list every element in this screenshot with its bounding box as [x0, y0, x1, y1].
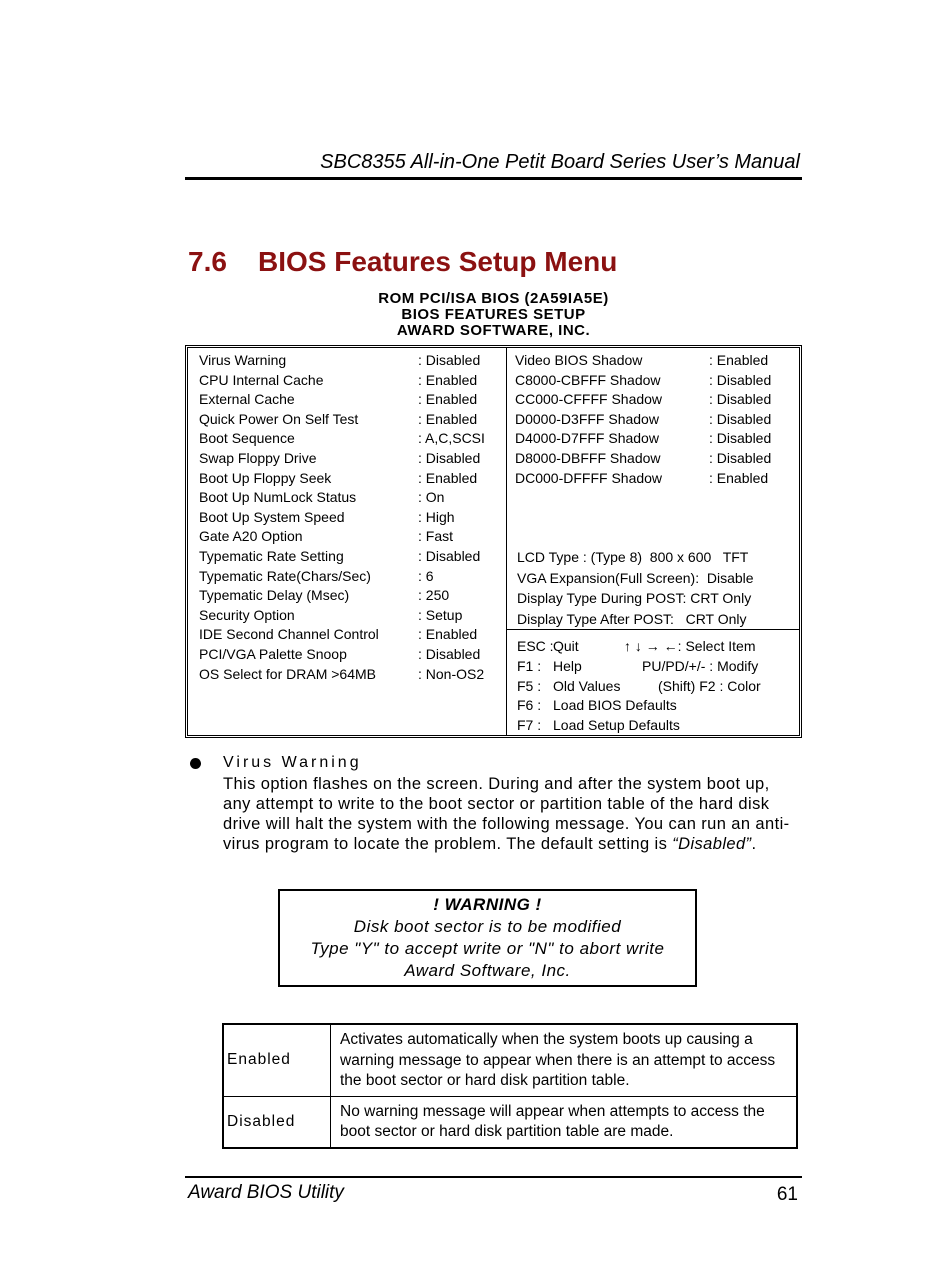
bios-setup-title: BIOS FEATURES SETUP — [401, 306, 586, 323]
bios-rom-title: ROM PCI/ISA BIOS (2A59IA5E) — [378, 290, 609, 307]
manual-title: SBC8355 All-in-One Petit Board Series User’s Manual — [320, 151, 800, 173]
shadow-label: CC000-CFFFF Shadow — [515, 391, 663, 408]
setting-label: Typematic Rate Setting — [199, 548, 344, 564]
shadow-label: D4000-D7FFF Shadow — [515, 430, 659, 447]
option-description: Activates automatically when the system boots up causing a warning message to appear when there is an attempt to access the boot sector or hard disk partition table. — [331, 1024, 798, 1096]
setting-label: Boot Up Floppy Seek — [199, 469, 332, 486]
setting-label: Boot Up NumLock Status — [199, 489, 357, 506]
shadow-value: : Enabled — [709, 352, 769, 368]
bullet-body-end: . — [751, 835, 757, 853]
shadow-value: : Enabled — [709, 469, 769, 486]
section-number: 7.6 — [188, 246, 227, 277]
setting-label: IDE Second Channel Control — [199, 626, 379, 643]
warning-line: Award Software, Inc. — [404, 961, 571, 980]
setting-label: Security Option — [199, 606, 295, 623]
key-name: F7 : — [517, 717, 542, 734]
key-name: F6 : — [517, 697, 542, 714]
shadow-label: Video BIOS Shadow — [515, 352, 643, 368]
setting-value: : Disabled — [418, 352, 481, 368]
option-name: Enabled — [223, 1024, 331, 1096]
default-value: “Disabled” — [672, 835, 752, 853]
warning-title: ! WARNING ! — [433, 895, 542, 914]
footer-rule — [185, 1176, 802, 1178]
bullet-title: Virus Warning — [223, 754, 362, 771]
table-row — [223, 1096, 797, 1148]
footer-chapter: Award BIOS Utility — [188, 1182, 344, 1203]
page-number: 61 — [776, 1184, 798, 1205]
key-extra: ↑ ↓ → ←: Select Item — [624, 638, 756, 654]
section-heading — [188, 246, 617, 278]
key-action: Help — [553, 657, 582, 674]
display-setting-text: LCD Type : (Type 8) 800 x 600 TFT — [517, 549, 749, 565]
setting-value: : Enabled — [418, 391, 478, 408]
setting-label: OS Select for DRAM >64MB — [199, 665, 377, 682]
option-description: No warning message will appear when attempts to access the boot sector or hard disk partition table are made. — [331, 1096, 798, 1148]
setting-label: Virus Warning — [199, 352, 287, 368]
setting-label: Boot Sequence — [199, 430, 295, 447]
setting-label: External Cache — [199, 391, 295, 408]
table-row — [223, 1024, 797, 1096]
setting-value: : High — [418, 508, 455, 525]
key-name: ESC : — [517, 638, 554, 654]
section-title: BIOS Features Setup Menu — [258, 246, 618, 277]
option-name: Disabled — [223, 1096, 331, 1148]
setting-value: : A,C,SCSI — [418, 430, 485, 447]
setting-value: : Disabled — [418, 548, 481, 564]
bullet-body — [223, 774, 798, 854]
setting-value: : Enabled — [418, 371, 478, 388]
shadow-value: : Disabled — [709, 391, 772, 408]
shadow-value: : Disabled — [709, 371, 772, 388]
key-action: Load BIOS Defaults — [553, 697, 677, 714]
bios-vendor-title: AWARD SOFTWARE, INC. — [396, 322, 591, 339]
key-extra: (Shift) F2 : Color — [658, 677, 761, 694]
warning-message-box — [278, 889, 697, 987]
shadow-value: : Disabled — [709, 410, 772, 427]
display-setting-text: Display Type During POST: CRT Only — [517, 590, 752, 606]
warning-line: Type "Y" to accept write or "N" to abort write — [310, 939, 665, 958]
setting-label: Typematic Rate(Chars/Sec) — [199, 567, 371, 584]
bios-setup-screen — [185, 345, 802, 738]
setting-label: Boot Up System Speed — [199, 508, 345, 525]
setting-value: : Non-OS2 — [418, 665, 485, 682]
setting-value: : Enabled — [418, 410, 478, 427]
display-setting-text: VGA Expansion(Full Screen): Disable — [517, 569, 754, 586]
key-name: F5 : — [517, 677, 542, 694]
display-setting-text: Display Type After POST: CRT Only — [517, 610, 747, 627]
header-rule — [185, 177, 802, 180]
bullet-body-text: This option flashes on the screen. During and after the system boot up, any attempt to write to the boot sector or partition table of the hard disk drive will halt the system with the following message. You can run an anti-virus program to locate the problem. The default setting is — [223, 775, 790, 853]
options-table — [222, 1023, 798, 1149]
shadow-label: D8000-DBFFF Shadow — [515, 450, 661, 466]
setting-label: Quick Power On Self Test — [199, 410, 359, 427]
setting-value: : Enabled — [418, 626, 478, 643]
key-name: F1 : — [517, 657, 542, 674]
key-extra: PU/PD/+/- : Modify — [642, 657, 759, 674]
setting-value: : Fast — [418, 528, 454, 545]
keys-divider — [506, 629, 799, 630]
key-action: Quit — [553, 638, 579, 654]
setting-value: : Disabled — [418, 450, 481, 466]
setting-value: : Setup — [418, 606, 463, 623]
bullet-icon — [190, 758, 201, 769]
shadow-value: : Disabled — [709, 430, 772, 447]
setting-value: : On — [418, 489, 445, 506]
setting-label: Swap Floppy Drive — [199, 450, 317, 466]
warning-line: Disk boot sector is to be modified — [353, 917, 622, 936]
key-action: Load Setup Defaults — [553, 717, 680, 734]
shadow-label: D0000-D3FFF Shadow — [515, 410, 659, 427]
shadow-label: C8000-CBFFF Shadow — [515, 371, 661, 388]
key-action: Old Values — [553, 677, 621, 694]
setting-value: : 250 — [418, 587, 450, 604]
setting-value: : Enabled — [418, 469, 478, 486]
setting-label: Typematic Delay (Msec) — [199, 587, 350, 604]
shadow-label: DC000-DFFFF Shadow — [515, 469, 663, 486]
shadow-value: : Disabled — [709, 450, 772, 466]
setting-label: CPU Internal Cache — [199, 371, 324, 388]
setting-label: Gate A20 Option — [199, 528, 303, 545]
setting-value: : Disabled — [418, 646, 481, 662]
setting-label: PCI/VGA Palette Snoop — [199, 646, 347, 662]
column-divider — [506, 348, 507, 735]
setting-value: : 6 — [418, 567, 434, 584]
